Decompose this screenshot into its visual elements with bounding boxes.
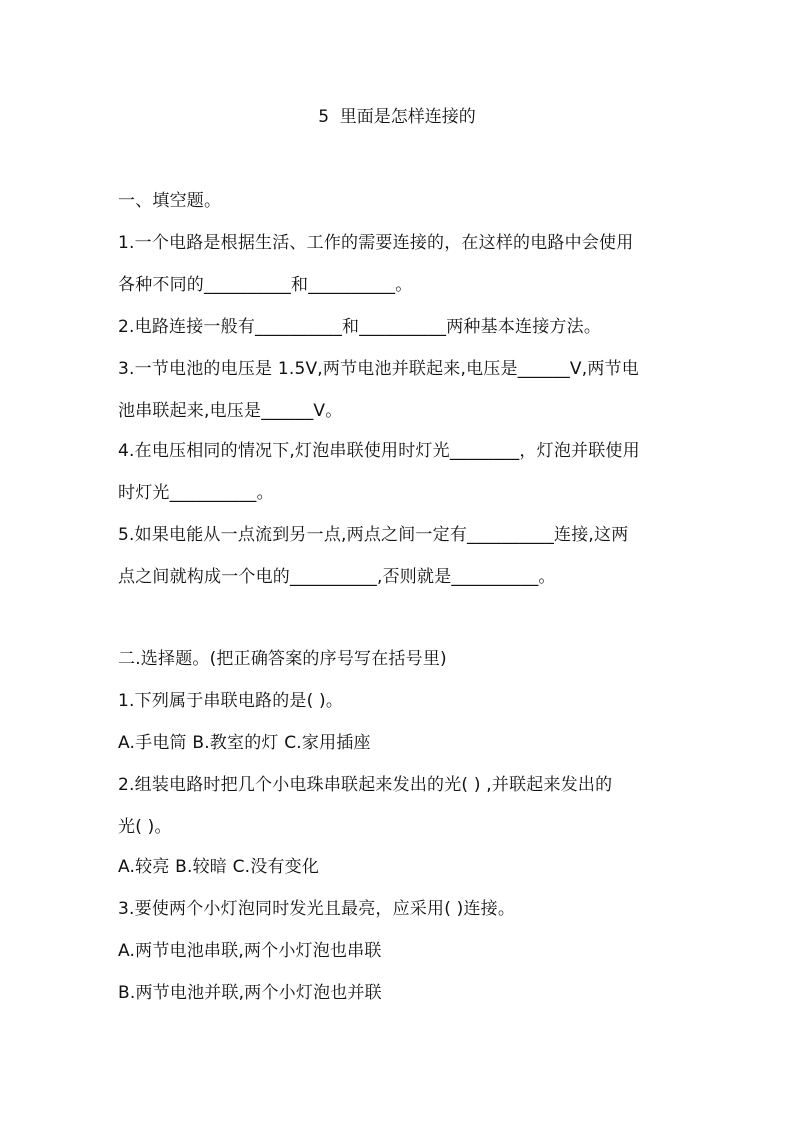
question-line: 2.电路连接一般有__________和__________两种基本连接方法。 xyxy=(118,317,602,337)
question-line: 5.如果电能从一点流到另一点,两点之间一定有__________连接,这两 xyxy=(118,525,629,545)
section2-heading: 二.选择题。(把正确答案的序号写在括号里) xyxy=(118,649,447,669)
question-line: 4.在电压相同的情况下,灯泡串联使用时灯光________，灯泡并联使用 xyxy=(118,441,640,461)
question-line: 点之间就构成一个电的__________,否则就是__________。 xyxy=(118,567,556,587)
question-line: 1.一个电路是根据生活、工作的需要连接的，在这样的电路中会使用 xyxy=(118,233,634,253)
page-title: 5 里面是怎样连接的 xyxy=(318,107,476,127)
question-line: 2.组装电路时把几个小电珠串联起来发出的光( ) ,并联起来发出的 xyxy=(118,775,613,795)
section1-heading: 一、填空题。 xyxy=(118,191,222,211)
question-line: 各种不同的__________和__________。 xyxy=(118,275,413,295)
option-line: A.手电筒 B.教室的灯 C.家用插座 xyxy=(118,733,371,753)
question-line: 光( )。 xyxy=(118,817,172,837)
question-line: 3.要使两个小灯泡同时发光且最亮，应采用( )连接。 xyxy=(118,899,516,919)
option-line: B.两节电池并联,两个小灯泡也并联 xyxy=(118,983,382,1003)
question-line: 池串联起来,电压是______V。 xyxy=(118,401,343,421)
question-line: 1.下列属于串联电路的是( )。 xyxy=(118,691,344,711)
option-line: A.较亮 B.较暗 C.没有变化 xyxy=(118,857,320,877)
option-line: A.两节电池串联,两个小灯泡也串联 xyxy=(118,941,382,961)
question-line: 时灯光__________。 xyxy=(118,483,274,503)
question-line: 3.一节电池的电压是 1.5V,两节电池并联起来,电压是______V,两节电 xyxy=(118,359,639,379)
